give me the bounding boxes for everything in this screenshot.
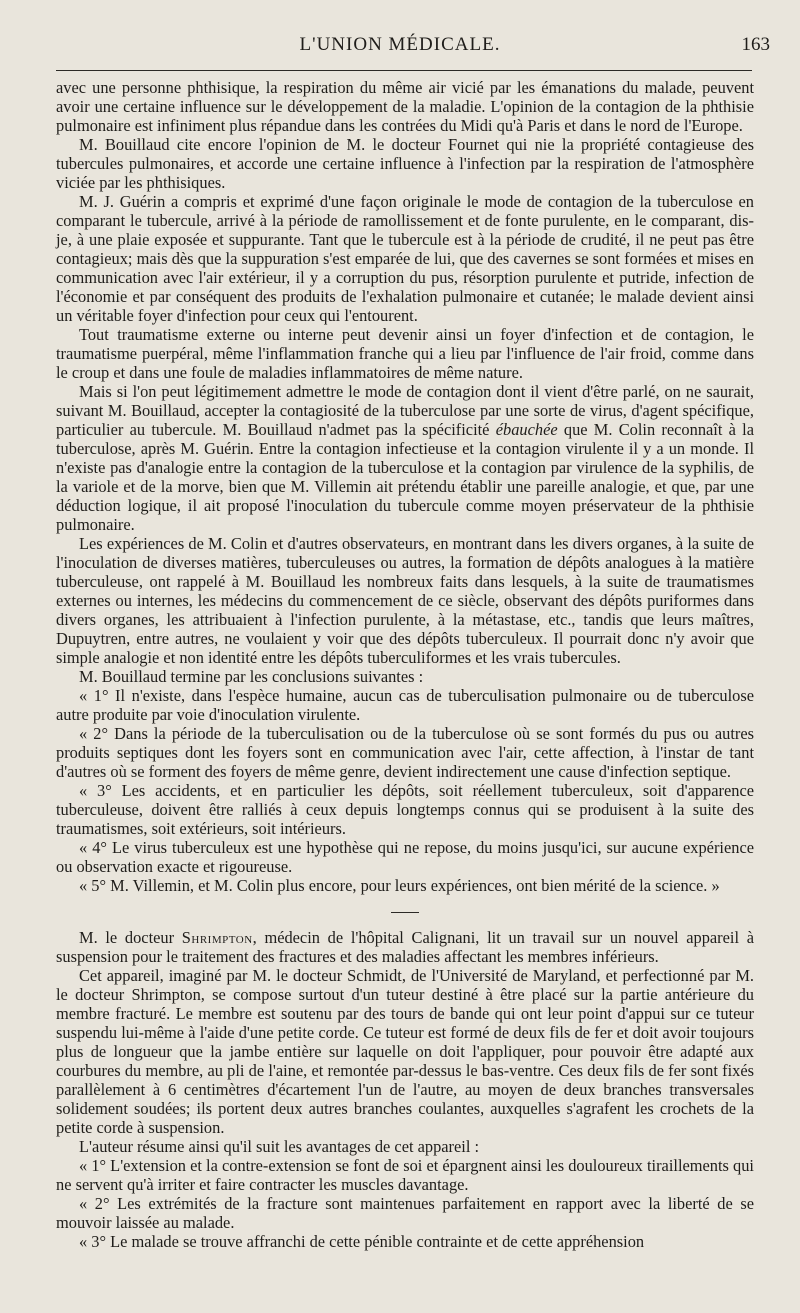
page-number: 163 (741, 34, 770, 55)
advantage-item: « 3° Le malade se trouve affranchi de cette pénible contrainte et de cette appréhension (79, 1232, 645, 1251)
paragraph: Cet appareil, imaginé par M. le docteur Schmidt, de l'Université de Maryland, et perfectionné par M. le docteur Shrimpton, se compose surtout d'un tuteur destiné à être placé sur la partie antérieure du membre fracturé. Le membre est soutenu par des tours de bande qui ont leur point d'appui sur ce tuteur suspendu lui-même à l'aide d'une petite corde. Ce tuteur est formé de deux fils de fer et doit avoir toujours plus de longueur que la jambe entière sur laquelle on doit l'appliquer, pour pouvoir être adapté aux courbures du membre, au pli de l'aine, et remontée par-dessus le bas-ventre. Ces deux fils de fer sont fixés parallèlement à 6 centimètres d'écartement l'un de l'autre, au moyen de deux branches transversales solidement soudées; ils portent deux autres branches coulantes, auxquelles s'agrafent les crochets de la petite corde à suspension. (56, 966, 754, 1137)
paragraph: avec une personne phthisique, la respiration du même air vicié par les émanations du malade, peuvent avoir une certaine influence sur le développement de la maladie. L'opinion de la contagion de la phthisie pulmonaire est infiniment plus répandue dans les contrées du Midi qu'à Paris et dans le nord de l'Europe. (56, 78, 754, 135)
author-name: Shrimpton (181, 928, 253, 947)
paragraph-text: que M. Colin reconnaît à la tuberculose, après M. Guérin. Entre la contagion infectieuse et la contagion virulente il y a un monde. Il n'existe pas d'analogie entre la contagion de la tuberculose et la contagion par virulence de la syphilis, de la variole et de la morve, bien que M. Villemin ait prétendu établir une pareille analogie, et que, par une déduction logique, il ait proposé l'inoculation du tubercule comme moyen préservateur de la phthisie pulmonaire. (56, 420, 755, 534)
italic-term: ébauchée (495, 420, 558, 439)
paragraph: Les expériences de M. Colin et d'autres observateurs, en montrant dans les divers organes, à la suite de l'inoculation de diverses matières, tuberculeuses ou autres, la formation de dépôts analogues à la matière tuberculeuse, ont rappelé à M. Bouillaud les nombreux faits dans lesquels, à la suite de traumatismes externes ou internes, les médecins du commencement de ce siècle, observant des dépôts puriformes dans divers organes, les attribuaient à l'infection purulente, à la métastase, etc., tandis que leurs maîtres, Dupuytren, entre autres, ne voulaient y voir que des dépôts tuberculeux. Il pourrait donc n'y avoir que simple analogie et non identité entre les dépôts tuberculiformes et les vrais tubercules. (56, 534, 754, 667)
paragraph (56, 928, 754, 966)
section-separator (391, 912, 419, 913)
conclusion-item: « 1° Il n'existe, dans l'espèce humaine, aucun cas de tuberculisation pulmonaire ou de tuberculose autre produite par voie d'inoculation virulente. (56, 686, 754, 724)
running-title: L'UNION MÉDICALE. (299, 34, 501, 55)
paragraph: L'auteur résume ainsi qu'il suit les avantages de cet appareil : (79, 1137, 480, 1156)
paragraph: M. Bouillaud cite encore l'opinion de M. le docteur Fournet qui nie la propriété contagieuse des tubercules pulmonaires, et accorde une certaine influence à l'infection par la respiration de l'atmosphère viciée par les phthisiques. (56, 135, 754, 192)
conclusion-item: « 2° Dans la période de la tuberculisation ou de la tuberculose où se sont formés du pus ou autres produits septiques dont les foyers sont en communication avec l'air, cette affection, à l'instar de tant d'autres où se forment des foyers de même genre, devient indirectement une cause d'infection septique. (56, 724, 754, 781)
paragraph: M. Bouillaud termine par les conclusions suivantes : (79, 667, 424, 686)
paragraph-text: M. le docteur (79, 928, 175, 947)
paragraph-text: , médecin de l'hôpital Calignani, lit un travail sur un nouvel appareil à suspension pour le traitement des fractures et des maladies affectant les membres inférieurs. (56, 928, 754, 966)
paragraph-text: Mais si l'on peut légitimement admettre le mode de contagion dont il vient d'être parlé, on ne saurait, suivant M. Bouillaud, accepter la contagiosité de la tuberculose par une sorte de virus, d'agent spécifique, particulier au tubercule. M. Bouillaud n'admet pas la spécificité (56, 382, 754, 439)
header-rule (56, 70, 752, 71)
conclusion-item: « 5° M. Villemin, et M. Colin plus encore, pour leurs expériences, ont bien mérité de la science. » (79, 876, 720, 895)
conclusion-item: « 4° Le virus tuberculeux est une hypothèse qui ne repose, du moins jusqu'ici, sur aucune expérience ou observation exacte et rigoureuse. (56, 838, 754, 876)
conclusion-item: « 3° Les accidents, et en particulier les dépôts, soit réellement tuberculeux, soit d'apparence tuberculeuse, doivent être ralliés à ceux depuis longtemps connus qui se produisent à la suite des traumatismes, soit extérieurs, soit intérieurs. (56, 781, 754, 838)
advantage-item: « 1° L'extension et la contre-extension se font de soi et épargnent ainsi les douloureux tiraillements qui ne servent qu'à irriter et faire contracter les muscles davantage. (56, 1156, 754, 1194)
advantage-item: « 2° Les extrémités de la fracture sont maintenues parfaitement en rapport avec la liberté de se mouvoir laissée au malade. (56, 1194, 754, 1232)
paragraph: M. J. Guérin a compris et exprimé d'une façon originale le mode de contagion de la tuberculose en comparant le tubercule, arrivé à la période de ramollissement et de fonte purulente, en le comparant, dis-je, à une plaie exposée et suppurante. Tant que le tubercule est à la période de crudité, il ne peut pas être contagieux; mais dès que la suppuration s'est emparée de lui, que des cavernes se sont formées et mises en communication avec l'air extérieur, il y a corruption du pus, résorption purulente et putride, infection de l'économie et par conséquent des produits de l'exhalation pulmonaire et cutanée; le malade devient ainsi un véritable foyer d'infection pour ceux qui l'entourent. (56, 192, 754, 325)
page-header (0, 34, 800, 64)
paragraph (56, 382, 754, 534)
article-body (56, 78, 754, 1251)
paragraph: Tout traumatisme externe ou interne peut devenir ainsi un foyer d'infection et de contagion, le traumatisme puerpéral, même l'inflammation franche qui a lieu par l'influence de l'air froid, comme dans le croup et dans une foule de maladies inflammatoires de même nature. (56, 325, 754, 382)
